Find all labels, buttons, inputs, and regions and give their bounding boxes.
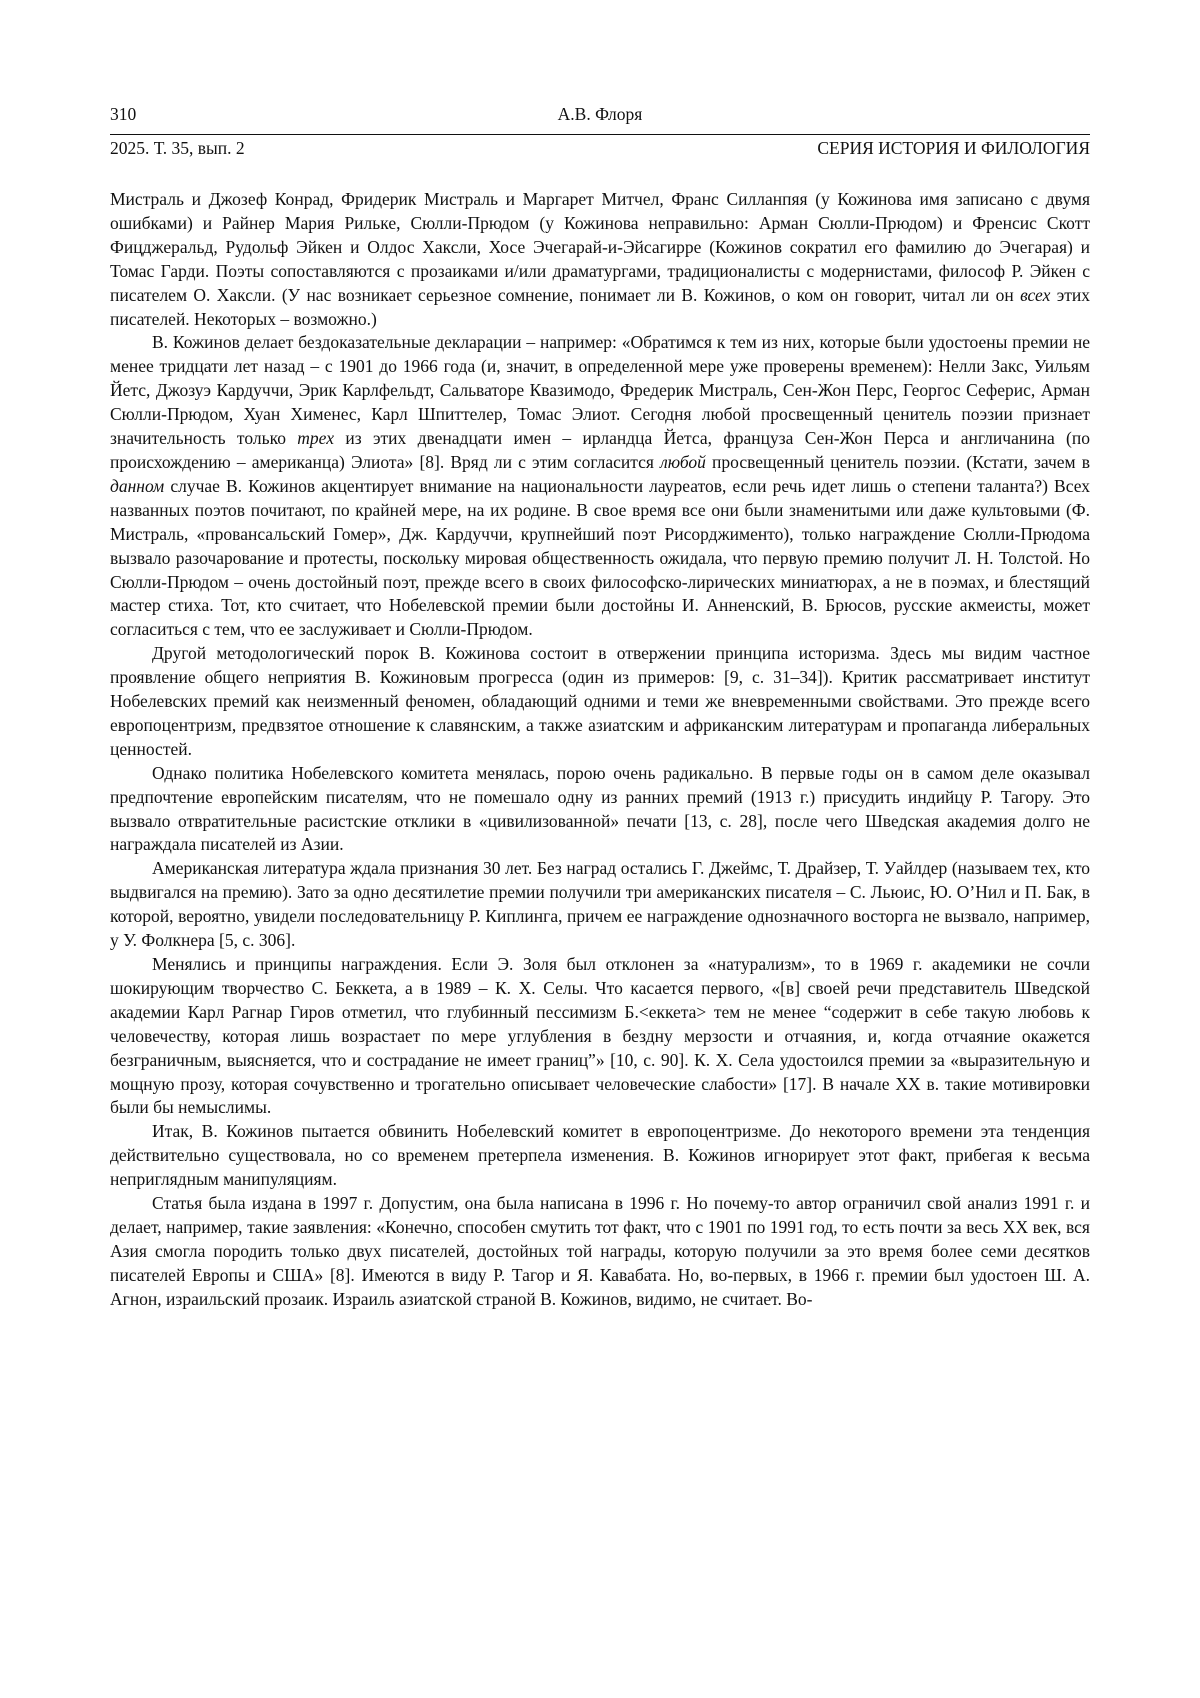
- journal-volume-info: 2025. Т. 35, вып. 2: [110, 138, 245, 158]
- paragraph: [110, 857, 1090, 953]
- header-rule: [110, 134, 1090, 135]
- text-segment: В. Кожинов делает бездоказательные декларации – например: «Обратимся к тем из них, которые были удостоены премии не менее тридцати лет назад – с 1901 до 1966 года (и, значит, в определенной мере уже проверены временем): Нелли Закс, Уильям Йетс, Джозуэ Кардуччи, Эрик Карлфельдт, Сальваторе Квазимодо, Фредерик Мистраль, Сен-Жон Перс, Георгос Сеферис, Арман Сюлли-Прюдом, Хуан Хименес, Карл Шпиттелер, Томас Элиот. Сегодня любой просвещенный ценитель поэзии признает значительность только: [110, 332, 1090, 449]
- italic-text-segment: любой: [660, 451, 706, 472]
- paragraph: [110, 188, 1090, 331]
- article-body: [110, 188, 1090, 1312]
- paragraph: [110, 642, 1090, 762]
- paragraph: [110, 331, 1090, 642]
- paragraph: [110, 1192, 1090, 1312]
- text-segment: Американская литература ждала признания 30 лет. Без наград остались Г. Джеймс, Т. Драйзер, Т. Уайлдер (называем тех, кто выдвигался на премию). Зато за одно десятилетие премии получили три американских писателя – С. Льюис, Ю. О’Нил и П. Бак, в которой, вероятно, увидели последовательницу Р. Киплинга, причем ее награждение однозначного восторга не вызвало, например, у У. Фолкнера [5, с. 306].: [110, 858, 1090, 951]
- italic-text-segment: данном: [110, 475, 165, 496]
- text-segment: Мистраль и Джозеф Конрад, Фридерик Мистраль и Маргарет Митчел, Франс Силланпяя (у Кожинова имя записано с двумя ошибками) и Райнер Мария Рильке, Сюлли-Прюдом (у Кожинова неправильно: Арман Сюлли-Прюдом) и Френсис Скотт Фицджеральд, Рудольф Эйкен и Олдос Хаксли, Хосе Эчегарай-и-Эйсагирре (Кожинов сократил его фамилию до Эчегарая) и Томас Гарди. Поэты сопоставляются с прозаиками и/или драматургами, традиционалисты с модернистами, философ Р. Эйкен с писателем О. Хаксли. (У нас возникает серьезное сомнение, понимает ли В. Кожинов, о ком он говорит, читал ли он: [110, 189, 1090, 305]
- text-segment: Статья была издана в 1997 г. Допустим, она была написана в 1996 г. Но почему-то автор ограничил свой анализ 1991 г. и делает, например, такие заявления: «Конечно, способен смутить тот факт, что с 1901 по 1991 год, то есть почти за весь XX век, вся Азия смогла породить только двух писателей, достойных той награды, которую получили за это время более семи десятков писателей Европы и США» [8]. Имеются в виду Р. Тагор и Я. Кавабата. Но, во-первых, в 1966 г. премии был удостоен Ш. А. Агнон, израильский прозаик. Израиль азиатской страной В. Кожинов, видимо, не считает. Во-: [110, 1193, 1090, 1309]
- text-segment: этих писателей. Некоторых – возможно.): [110, 284, 1090, 329]
- page-number: 310: [110, 104, 137, 124]
- text-segment: из этих двенадцати имен – ирландца Йетса, француза Сен-Жон Перса и англичанина (по происхождению – американца) Элиота» [8]. Вряд ли с этим согласится: [110, 428, 1090, 472]
- running-author: А.В. Флоря: [557, 104, 643, 124]
- paragraph: [110, 762, 1090, 858]
- journal-series-title: СЕРИЯ ИСТОРИЯ И ФИЛОЛОГИЯ: [817, 138, 1090, 158]
- header-row-bottom: [110, 138, 1090, 162]
- text-segment: случае В. Кожинов акцентирует внимание на национальности лауреатов, если речь идет лишь о степени таланта?) Всех названных поэтов почитают, по крайней мере, на их родине. В свое время все они были знаменитыми или даже культовыми (Ф. Мистраль, «провансальский Гомер», Дж. Кардуччи, крупнейший поэт Рисорджименто), только награждение Сюлли-Прюдома вызвало разочарование и протесты, поскольку мировая общественность ожидала, что первую премию получит Л. Н. Толстой. Но Сюлли-Прюдом – очень достойный поэт, прежде всего в своих философско-лирических миниатюрах, а не в поэмах, и блестящий мастер стиха. Тот, кто считает, что Нобелевской премии были достойны И. Анненский, В. Брюсов, русские акмеисты, может согласиться с тем, что ее заслуживает и Сюлли-Прюдом.: [110, 475, 1090, 640]
- italic-text-segment: трех: [297, 428, 334, 449]
- italic-text-segment: всех: [1020, 284, 1051, 305]
- text-segment: Менялись и принципы награждения. Если Э. Золя был отклонен за «натурализм», то в 1969 г. академики не сочли шокирующим творчество С. Беккета, а в 1989 – К. Х. Селы. Что касается первого, «[в] своей речи представитель Шведской академии Карл Рагнар Гиров отметил, что глубинный пессимизм Б.<еккета> тем не менее “содержит в себе такую любовь к человечеству, которая лишь возрастает по мере углубления в бездну мерзости и отчаяния, и, когда отчаяние окажется безграничным, выясняется, что и сострадание не имеет границ”» [10, с. 90]. К. Х. Села удостоился премии за «выразительную и мощную прозу, которая сочувственно и трогательно описывает человеческие слабости» [17]. В начале XX в. такие мотивировки были бы немыслимы.: [110, 954, 1090, 1118]
- text-segment: Итак, В. Кожинов пытается обвинить Нобелевский комитет в европоцентризме. До некоторого времени эта тенденция действительно существовала, но со временем претерпела изменения. В. Кожинов игнорирует этот факт, прибегая к весьма неприглядным манипуляциям.: [110, 1121, 1090, 1190]
- paragraph: [110, 953, 1090, 1120]
- paragraph: [110, 1120, 1090, 1192]
- header-row-top: [110, 104, 1090, 128]
- text-segment: Однако политика Нобелевского комитета менялась, порою очень радикально. В первые годы он в самом деле оказывал предпочтение европейским писателям, что не помешало одну из ранних премий (1913 г.) присудить индийцу Р. Тагору. Это вызвало отвратительные расистские отклики в «цивилизованной» печати [13, с. 28], после чего Шведская академия долго не награждала писателей из Азии.: [110, 762, 1090, 855]
- text-segment: просвещенный ценитель поэзии. (Кстати, зачем в: [705, 451, 1090, 472]
- text-segment: Другой методологический порок В. Кожинова состоит в отвержении принципа историзма. Здесь мы видим частное проявление общего неприятия В. Кожиновым прогресса (один из примеров: [9, с. 31–34]). Критик рассматривает институт Нобелевских премий как неизменный феномен, обладающий одними и теми же вневременными свойствами. Это прежде всего европоцентризм, предвзятое отношение к славянским, а также азиатским и африканским литературам и пропаганда либеральных ценностей.: [110, 643, 1090, 759]
- page-header: [110, 104, 1090, 162]
